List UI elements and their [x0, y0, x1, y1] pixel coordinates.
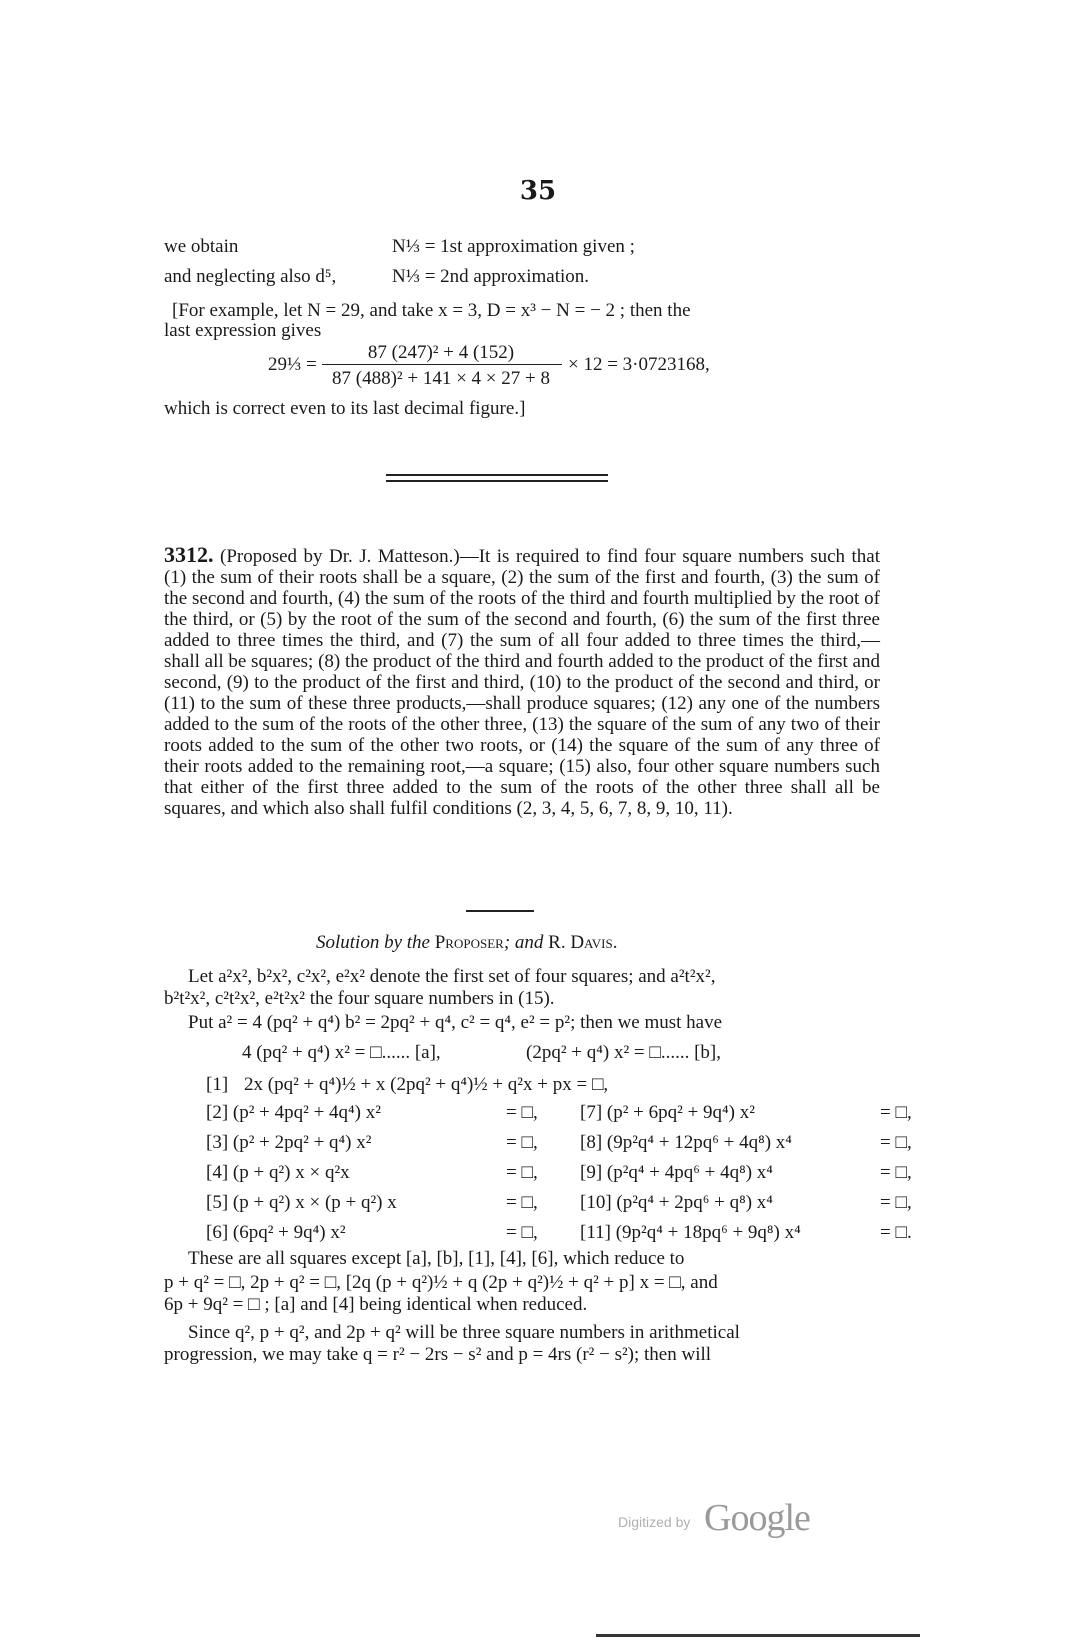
solution-heading-italic: Solution by the: [316, 932, 430, 953]
example-denominator: 87 (488)² + 141 × 4 × 27 + 8: [332, 368, 550, 389]
solution-let-line2: b²t²x², c²t²x², e²t²x² the four square numbers in (15).: [164, 988, 555, 1009]
condition-right-eq: = □,: [880, 1102, 912, 1123]
scan-edge-line: [596, 1634, 920, 1637]
condition-right-eq: = □,: [880, 1162, 912, 1183]
condition-1: 2x (pq² + q⁴)½ + x (2pq² + q⁴)½ + q²x + px = □,: [244, 1074, 609, 1095]
condition-right: [10] (p²q⁴ + 2pq⁶ + q⁸) x⁴: [580, 1192, 773, 1213]
fraction-bar: [322, 364, 562, 365]
since-line1: Since q², p + q², and 2p + q² will be three square numbers in arithmetical: [188, 1322, 740, 1343]
example-closing: which is correct even to its last decimal figure.]: [164, 398, 526, 419]
google-logo: Google: [704, 1497, 810, 1539]
these-line1: These are all squares except [a], [b], [1], [4], [6], which reduce to: [188, 1248, 685, 1269]
condition-left: [3] (p² + 2pq² + q⁴) x²: [206, 1132, 372, 1153]
condition-left: [4] (p + q²) x × q²x: [206, 1162, 350, 1183]
example-lhs: 29⅓ =: [268, 354, 317, 375]
page-number: 35: [519, 176, 557, 206]
example-line1: [For example, let N = 29, and take x = 3, D = x³ − N = − 2 ; then the: [172, 300, 691, 321]
problem-proposer: (Proposed by Dr. J. Matteson.): [220, 546, 460, 567]
solution-let-line1: Let a²x², b²x², c²x², e²x² denote the first set of four squares; and a²t²x²,: [188, 966, 716, 987]
condition-left: [2] (p² + 4pq² + 4q⁴) x²: [206, 1102, 381, 1123]
intro-line1-left: we obtain: [164, 236, 239, 257]
condition-right-eq: = □.: [880, 1222, 912, 1243]
equation-b: (2pq² + q⁴) x² = □...... [b],: [526, 1042, 721, 1063]
intro-line2-right: N⅓ = 2nd approximation.: [392, 266, 589, 287]
problem-body: —It is required to find four square numbers such that (1) the sum of their roots shall be a square, (2) the sum of the first and fourth, (3) the sum of the second and fourth, (4) the sum of the roots of the third and fourth multiplied by the root of the third, or (5) by the root of the sum of the second and fourth, (6) the sum of the first three added to three times the third, and (7) the sum of all four added to three times the third,—shall all be squares; (8) the product of the third and fourth added to the product of the first and second, (9) to the product of the first and third, (10) to the product of the second and third, or (11) to the sum of these three products,—shall produce squares; (12) any one of the numbers added to the sum of the roots of the other three, (13) the square of the sum of any two of their roots added to the sum of the other two roots, or (14) the square of the sum of any three of their roots added to the remaining root,—a square; (15) also, four other square numbers such that either of the first three added to the sum of the roots of the other three shall all be squares, and which also shall fulfil conditions (2, 3, 4, 5, 6, 7, 8, 9, 10, 11).: [164, 546, 881, 819]
solution-heading-and: ; and: [503, 932, 544, 953]
condition-right-eq: = □,: [880, 1192, 912, 1213]
condition-left: [6] (6pq² + 9q⁴) x²: [206, 1222, 346, 1243]
these-line2: p + q² = □, 2p + q² = □, [2q (p + q²)½ + q (2p + q²)½ + q² + p] x = □, and: [164, 1272, 718, 1293]
equation-a: 4 (pq² + q⁴) x² = □...... [a],: [242, 1042, 441, 1063]
intro-line1-right: N⅓ = 1st approximation given ;: [392, 236, 635, 257]
condition-left-eq: = □,: [506, 1192, 538, 1213]
solution-divider: [466, 910, 534, 912]
solution-heading-proposer: Proposer: [434, 932, 504, 953]
since-line2: progression, we may take q = r² − 2rs − s² and p = 4rs (r² − s²); then will: [164, 1344, 712, 1365]
example-rhs: × 12 = 3·0723168,: [568, 354, 710, 375]
these-line3: 6p + 9q² = □ ; [a] and [4] being identical when reduced.: [164, 1294, 588, 1315]
solution-heading: [316, 932, 617, 953]
problem-3312: [164, 544, 880, 819]
condition-left-eq: = □,: [506, 1162, 538, 1183]
section-divider-bottom: [386, 480, 608, 482]
intro-line2-left: and neglecting also d⁵,: [164, 266, 337, 287]
condition-left-eq: = □,: [506, 1102, 538, 1123]
example-line2: last expression gives: [164, 320, 322, 341]
section-divider-top: [386, 474, 608, 476]
example-numerator: 87 (247)² + 4 (152): [367, 342, 515, 363]
condition-right-eq: = □,: [880, 1132, 912, 1153]
condition-left: [5] (p + q²) x × (p + q²) x: [206, 1192, 397, 1213]
condition-right: [7] (p² + 6pq² + 9q⁴) x²: [580, 1102, 755, 1123]
condition-left-eq: = □,: [506, 1132, 538, 1153]
condition-right: [9] (p²q⁴ + 4pq⁶ + 4q⁸) x⁴: [580, 1162, 773, 1183]
solution-put-line: Put a² = 4 (pq² + q⁴) b² = 2pq² + q⁴, c² = q⁴, e² = p²; then we must have: [188, 1012, 723, 1033]
condition-1-label: [1]: [206, 1074, 229, 1095]
conditions-table: [206, 1102, 954, 1243]
digitized-label: Digitized by: [618, 1514, 691, 1530]
condition-left-eq: = □,: [506, 1222, 538, 1243]
condition-right: [11] (9p²q⁴ + 18pq⁶ + 9q⁸) x⁴: [580, 1222, 801, 1243]
solution-heading-name: R. Davis.: [548, 932, 618, 953]
problem-number: 3312.: [164, 542, 214, 567]
condition-right: [8] (9p²q⁴ + 12pq⁶ + 4q⁸) x⁴: [580, 1132, 792, 1153]
